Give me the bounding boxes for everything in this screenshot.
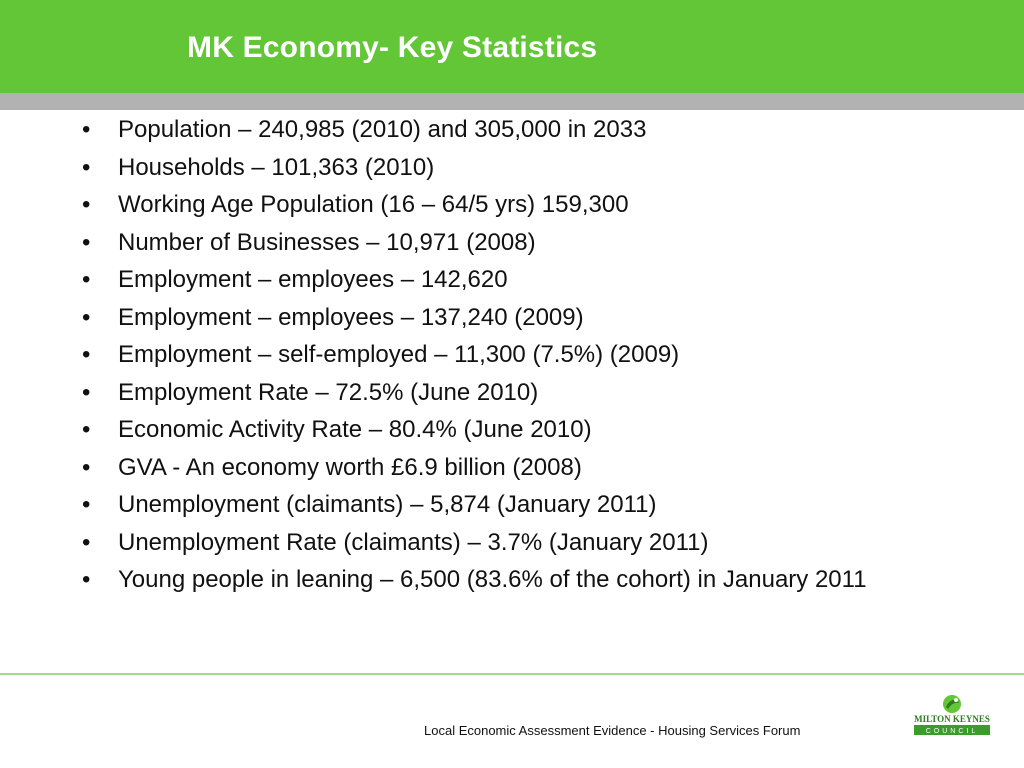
- bullet-icon: •: [82, 191, 91, 218]
- bullet-item: [78, 491, 958, 518]
- bullet-item: [78, 529, 958, 556]
- statistics-list: [78, 116, 958, 604]
- bullet-text: Number of Businesses – 10,971 (2008): [118, 228, 536, 256]
- bullet-text: Unemployment Rate (claimants) – 3.7% (January 2011): [118, 528, 709, 556]
- bullet-text: Employment – employees – 137,240 (2009): [118, 303, 584, 331]
- bullet-text: Employment – self-employed – 11,300 (7.5%) (2009): [118, 341, 680, 368]
- bullet-icon: •: [82, 378, 91, 406]
- bullet-icon: •: [82, 528, 91, 556]
- bullet-item: [78, 116, 958, 143]
- bullet-text: GVA - An economy worth £6.9 billion (2008): [118, 453, 582, 481]
- bullet-item: [78, 229, 958, 256]
- bullet-icon: •: [82, 341, 91, 368]
- milton-keynes-leaf-logo-icon: [912, 694, 992, 740]
- bullet-item: [78, 416, 958, 443]
- bullet-text: Young people in leaning – 6,500 (83.6% of the cohort) in January 2011: [118, 566, 867, 593]
- bullet-item: [78, 304, 958, 331]
- logo-subtitle: COUNCIL: [925, 728, 979, 735]
- bullet-item: [78, 266, 958, 293]
- bullet-icon: •: [82, 116, 91, 143]
- bullet-text: Economic Activity Rate – 80.4% (June 2010): [118, 416, 592, 443]
- bullet-text: Working Age Population (16 – 64/5 yrs) 159,300: [118, 191, 629, 218]
- bullet-text: Employment – employees – 142,620: [118, 266, 508, 293]
- milton-keynes-council-logo: [912, 694, 992, 740]
- slide-title: MK Economy- Key Statistics: [187, 31, 598, 64]
- bullet-icon: •: [82, 303, 91, 331]
- bullet-icon: •: [82, 453, 91, 481]
- bullet-item: [78, 379, 958, 406]
- footer-divider: [0, 673, 1024, 675]
- footer-caption: Local Economic Assessment Evidence - Housing Services Forum: [424, 723, 801, 738]
- bullet-item: [78, 454, 958, 481]
- header-divider: [0, 93, 1024, 110]
- bullet-icon: •: [82, 228, 91, 256]
- bullet-icon: •: [82, 416, 91, 443]
- bullet-text: Population – 240,985 (2010) and 305,000 in 2033: [118, 116, 647, 143]
- bullet-icon: •: [82, 566, 91, 593]
- bullet-icon: •: [82, 266, 91, 293]
- bullet-text: Employment Rate – 72.5% (June 2010): [118, 378, 539, 406]
- bullet-text: Unemployment (claimants) – 5,874 (January 2011): [118, 491, 657, 518]
- bullet-text: Households – 101,363 (2010): [118, 153, 435, 181]
- bullet-item: [78, 341, 958, 368]
- bullet-item: [78, 566, 958, 593]
- bullet-item: [78, 154, 958, 181]
- bullet-icon: •: [82, 491, 91, 518]
- bullet-icon: •: [82, 153, 91, 181]
- logo-name: MILTON KEYNES: [914, 714, 990, 724]
- bullet-item: [78, 191, 958, 218]
